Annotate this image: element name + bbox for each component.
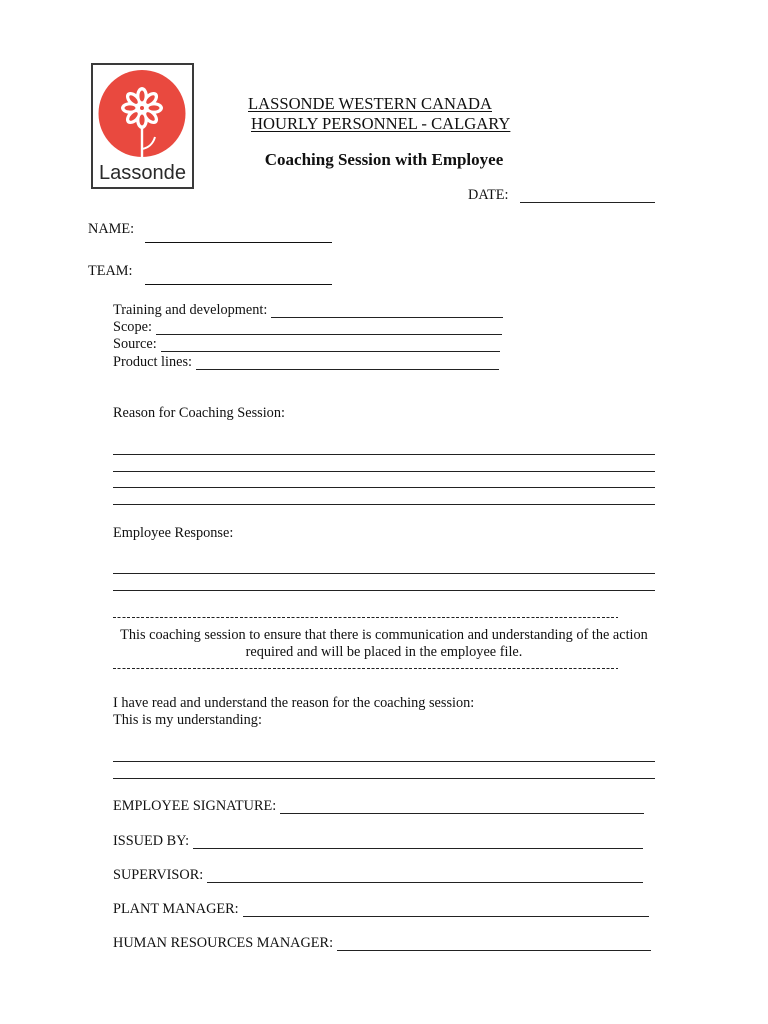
petal-vein [149, 105, 160, 110]
team-field[interactable] [145, 284, 332, 286]
reason-label: Reason for Coaching Session: [113, 404, 285, 421]
detail-row-source [113, 336, 500, 353]
detail-row-product-lines [113, 354, 499, 371]
name-field[interactable] [145, 242, 332, 244]
response-line[interactable] [113, 573, 655, 574]
source-label: Source: [113, 335, 157, 352]
petal-vein [125, 105, 136, 110]
name-label: NAME: [88, 220, 135, 237]
reason-line[interactable] [113, 487, 655, 488]
notice-line-2: required and will be placed in the employee file. [245, 643, 523, 660]
detail-row-scope [113, 319, 502, 336]
acknowledgement-line-1: I have read and understand the reason for the coaching session: [113, 694, 475, 711]
understanding-line[interactable] [113, 761, 655, 762]
supervisor-field[interactable] [207, 867, 643, 883]
plant-manager-label: PLANT MANAGER: [113, 900, 239, 917]
signature-row-employee [113, 798, 644, 815]
date-field[interactable] [520, 202, 655, 203]
response-line[interactable] [113, 590, 655, 591]
product-lines-label: Product lines: [113, 353, 193, 370]
company-name-heading: LASSONDE WESTERN CANADA [248, 93, 492, 113]
logo-emblem [93, 65, 192, 187]
flower-petal-veins [125, 91, 160, 126]
division-heading: HOURLY PERSONNEL - CALGARY [251, 113, 511, 133]
scope-label: Scope: [113, 318, 152, 335]
date-label: DATE: [468, 186, 509, 203]
separator-top [113, 617, 618, 618]
response-label: Employee Response: [113, 524, 234, 541]
signature-row-plant-manager [113, 901, 649, 918]
plant-manager-field[interactable] [243, 901, 649, 917]
petal-vein [139, 115, 144, 126]
training-field[interactable] [271, 302, 503, 318]
form-title: Coaching Session with Employee [264, 150, 504, 169]
training-label: Training and development: [113, 301, 268, 318]
hr-manager-label: HUMAN RESOURCES MANAGER: [113, 934, 334, 951]
employee-signature-label: EMPLOYEE SIGNATURE: [113, 797, 277, 814]
signature-row-issued-by [113, 833, 643, 850]
reason-line[interactable] [113, 471, 655, 472]
source-field[interactable] [161, 336, 500, 352]
notice-line-1: This coaching session to ensure that there is communication and understanding of the action [120, 626, 648, 643]
product-lines-field[interactable] [196, 354, 499, 370]
supervisor-label: SUPERVISOR: [113, 866, 204, 883]
detail-row-training [113, 302, 503, 319]
lassonde-logo [91, 63, 194, 189]
issued-by-label: ISSUED BY: [113, 832, 190, 849]
separator-bottom [113, 668, 618, 669]
flower-center-dot [140, 106, 144, 110]
employee-signature-field[interactable] [280, 798, 644, 814]
reason-line[interactable] [113, 504, 655, 505]
team-label: TEAM: [88, 262, 133, 279]
issued-by-field[interactable] [193, 833, 643, 849]
acknowledgement-line-2: This is my understanding: [113, 711, 262, 728]
understanding-line[interactable] [113, 778, 655, 779]
signature-row-hr-manager [113, 935, 651, 952]
scope-field[interactable] [156, 319, 502, 335]
petal-vein [139, 91, 144, 102]
logo-wordmark: Lassonde [99, 162, 186, 184]
hr-manager-field[interactable] [337, 935, 651, 951]
signature-row-supervisor [113, 867, 643, 884]
reason-line[interactable] [113, 454, 655, 455]
